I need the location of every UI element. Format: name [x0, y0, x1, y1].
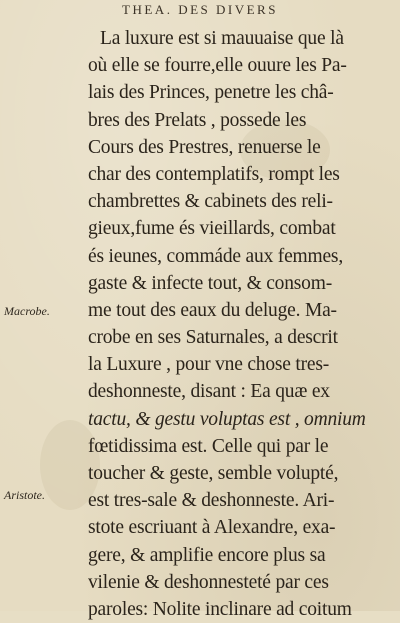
- text-line: gieux,fume és vieillards, combat: [88, 218, 336, 240]
- body-text: [88, 25, 394, 623]
- text-line-latin: tactu, & gestu voluptas est , omnium: [88, 408, 366, 430]
- text-line: és ieunes, commáde aux femmes,: [88, 245, 343, 267]
- text-line: stote escriuant à Alexandre, exa-: [88, 517, 336, 539]
- margin-note-aristote: Aristote.: [4, 488, 45, 502]
- text-line: La luxure est si mauuaise que là: [100, 28, 344, 49]
- running-head: THEA. DES DIVERS: [122, 2, 278, 17]
- text-line: est tres-sale & deshonneste. Ari-: [88, 490, 335, 512]
- text-line: la Luxure , pour vne chose tres-: [88, 354, 330, 376]
- text-line: gaste & infecte tout, & consom-: [88, 272, 332, 294]
- text-line: fœtidissima est. Celle qui par le: [88, 435, 329, 457]
- text-line: deshonneste, disant : Ea quæ ex: [88, 381, 330, 403]
- margin-note-macrobe: Macrobe.: [4, 304, 50, 318]
- text-line: bres des Prelats , possede les: [88, 109, 307, 131]
- text-line: Cours des Prestres, renuerse le: [88, 136, 321, 158]
- text-line: char des contemplatifs, rompt les: [88, 163, 340, 185]
- text-line: où elle se fourre,elle ouure les Pa-: [88, 55, 347, 77]
- text-line: vilenie & deshonnesteté par ces: [88, 571, 329, 593]
- text-line: toucher & geste, semble volupté,: [88, 463, 339, 484]
- text-line: lais des Princes, penetre les châ-: [88, 82, 334, 104]
- text-line: me tout des eaux du deluge. Ma-: [88, 299, 337, 321]
- text-line: gere, & amplifie encore plus sa: [88, 544, 326, 566]
- text-line: crobe en ses Saturnales, a descrit: [88, 327, 338, 349]
- text-line: chambrettes & cabinets des reli-: [88, 191, 333, 213]
- text-line: paroles: Nolite inclinare ad coitum: [88, 598, 352, 620]
